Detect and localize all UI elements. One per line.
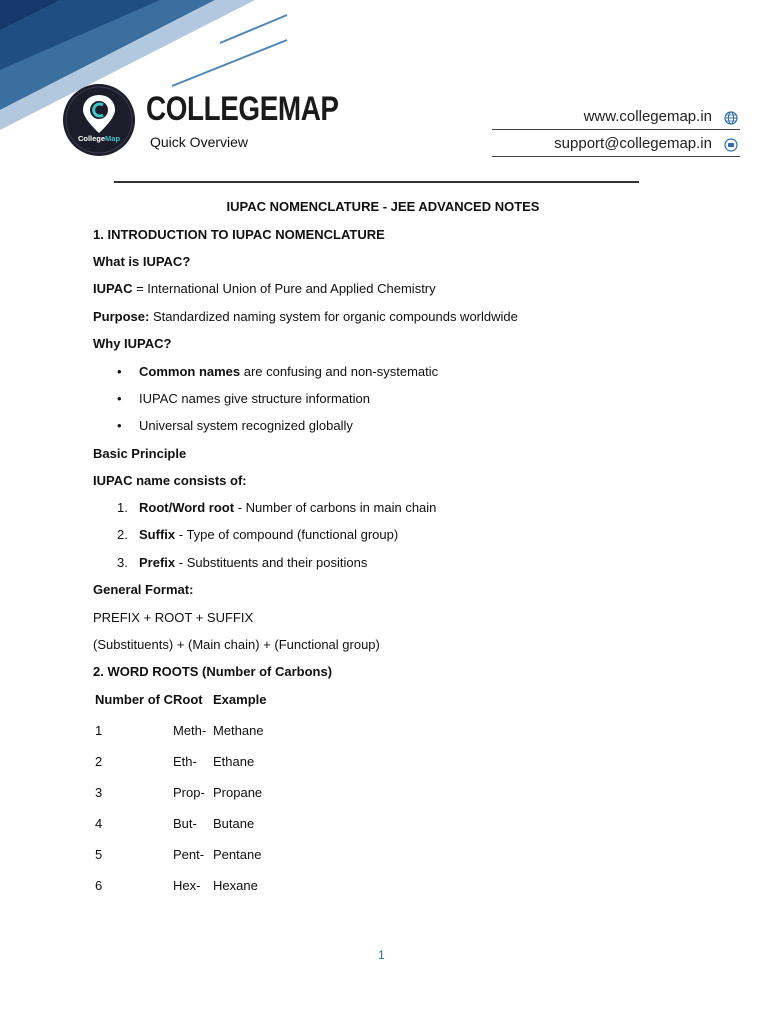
- table-cell: 5: [95, 847, 103, 862]
- list-item-text: - Number of carbons in main chain: [234, 500, 437, 515]
- collegemap-logo: [62, 83, 136, 157]
- what-is-heading: What is IUPAC?: [93, 254, 191, 269]
- table-cell: Pentane: [213, 847, 262, 862]
- table-cell: 1: [95, 723, 103, 738]
- list-item-bold: Root/Word root: [139, 500, 235, 515]
- format-line-2: (Substituents) + (Main chain) + (Functional group): [93, 637, 380, 652]
- website-underline: [492, 129, 740, 130]
- list-item: [117, 363, 439, 381]
- basic-principle-heading: Basic Principle: [93, 446, 187, 461]
- table-row: [95, 877, 395, 895]
- table-cell: Methane: [213, 723, 264, 738]
- website-contact[interactable]: [492, 104, 740, 130]
- table-cell: 4: [95, 816, 103, 831]
- table-cell: Pent-: [173, 847, 205, 862]
- mail-icon: [724, 138, 738, 152]
- table-cell: Eth-: [173, 754, 197, 769]
- table-cell: Ethane: [213, 754, 255, 769]
- column-header: Example: [213, 692, 267, 707]
- list-item-text: IUPAC names give structure information: [139, 391, 370, 406]
- email-underline: [492, 156, 740, 157]
- list-item: [117, 554, 368, 572]
- list-item: [117, 499, 437, 517]
- list-number: 3.: [117, 555, 128, 570]
- list-item-text: - Type of compound (functional group): [175, 527, 399, 542]
- iupac-label: IUPAC: [93, 281, 133, 296]
- table-cell: Butane: [213, 816, 255, 831]
- list-item-bold: Prefix: [139, 555, 176, 570]
- email-text[interactable]: support@collegemap.in: [554, 135, 712, 152]
- format-line-1: PREFIX + ROOT + SUFFIX: [93, 610, 254, 625]
- table-cell: Meth-: [173, 723, 207, 738]
- globe-icon: [724, 111, 738, 125]
- table-cell: Hexane: [213, 878, 258, 893]
- purpose-line: [93, 308, 518, 326]
- table-row: [95, 784, 395, 802]
- iupac-definition: [93, 280, 436, 298]
- table-cell: But-: [173, 816, 197, 831]
- table-cell: Prop-: [173, 785, 205, 800]
- email-contact[interactable]: [492, 131, 740, 157]
- list-item-bold: Suffix: [139, 527, 176, 542]
- table-header-row: [95, 691, 395, 709]
- table-row: [95, 753, 395, 771]
- list-item: [117, 390, 370, 408]
- section-1-heading: 1. INTRODUCTION TO IUPAC NOMENCLATURE: [93, 227, 385, 242]
- tagline: Quick Overview: [150, 134, 249, 150]
- list-item-text: - Substituents and their positions: [175, 555, 368, 570]
- bullet-icon: •: [117, 418, 122, 433]
- brand-name: COLLEGEMAP: [146, 90, 339, 128]
- list-item-bold: Common names: [139, 364, 241, 379]
- list-item-text: are confusing and non-systematic: [240, 364, 439, 379]
- why-heading: Why IUPAC?: [93, 336, 172, 351]
- table-cell: 3: [95, 785, 103, 800]
- page-number: 1: [378, 948, 385, 962]
- table-cell: 6: [95, 878, 103, 893]
- general-format-heading: General Format:: [93, 582, 194, 597]
- column-header: Root: [173, 692, 203, 707]
- list-item: [117, 417, 353, 435]
- table-cell: Hex-: [173, 878, 201, 893]
- website-text[interactable]: www.collegemap.in: [583, 108, 712, 125]
- table-row: [95, 722, 395, 740]
- header-divider: [114, 181, 639, 183]
- list-item-text: Universal system recognized globally: [139, 418, 353, 433]
- table-cell: Propane: [213, 785, 263, 800]
- table-row: [95, 815, 395, 833]
- column-header: Number of C: [95, 692, 173, 707]
- list-number: 1.: [117, 500, 128, 515]
- list-number: 2.: [117, 527, 128, 542]
- iupac-text: = International Union of Pure and Applied Chemistry: [132, 281, 436, 296]
- consists-heading: IUPAC name consists of:: [93, 473, 247, 488]
- table-row: [95, 846, 395, 864]
- purpose-text: Standardized naming system for organic compounds worldwide: [149, 309, 518, 324]
- logo-text: CollegeMap: [77, 134, 121, 143]
- bullet-icon: •: [117, 391, 122, 406]
- list-item: [117, 526, 399, 544]
- document-title: IUPAC NOMENCLATURE - JEE ADVANCED NOTES: [226, 199, 540, 214]
- table-cell: 2: [95, 754, 103, 769]
- bullet-icon: •: [117, 364, 122, 379]
- section-2-heading: 2. WORD ROOTS (Number of Carbons): [93, 664, 333, 679]
- purpose-label: Purpose:: [93, 309, 150, 324]
